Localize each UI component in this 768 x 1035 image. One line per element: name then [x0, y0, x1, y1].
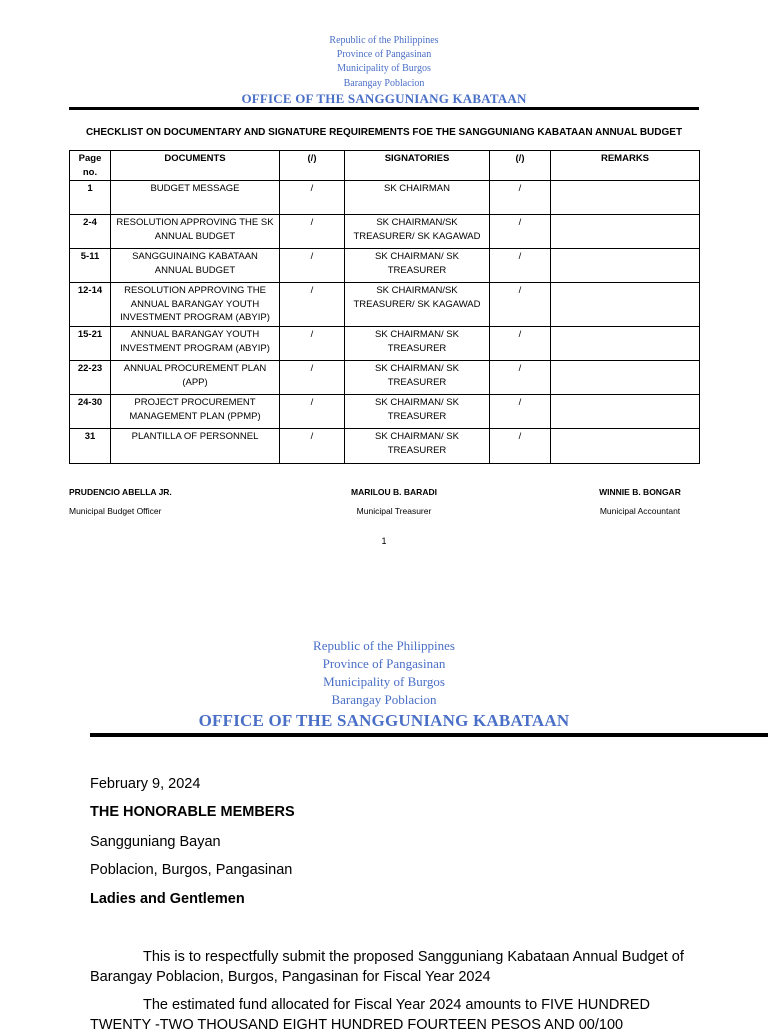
table-row	[70, 327, 700, 361]
cell-check: /	[280, 283, 345, 327]
letter-body-org: Sangguniang Bayan	[90, 834, 221, 850]
header-divider	[90, 733, 768, 737]
cell-check: /	[490, 181, 551, 215]
letter-paragraph-2: The estimated fund allocated for Fiscal Year 2024 amounts to FIVE HUNDRED TWENTY -TWO THOUSAND EIGHT HUNDRED FOURTEEN PESOS AND 00/100	[90, 997, 650, 1033]
cell-check: /	[490, 395, 551, 429]
letterhead-office: OFFICE OF THE SANGGUNIANG KABATAAN	[241, 90, 527, 106]
table-row	[70, 181, 700, 215]
cell-document: PLANTILLA OF PERSONNEL	[111, 429, 280, 464]
signatory-title: Municipal Treasurer	[356, 506, 432, 516]
cell-document: PROJECT PROCUREMENT MANAGEMENT PLAN (PPMP)	[111, 395, 280, 429]
cell-signatories: SK CHAIRMAN/ SK TREASURER	[345, 327, 490, 361]
cell-page: 22-23	[70, 361, 111, 395]
cell-signatories: SK CHAIRMAN/ SK TREASURER	[345, 361, 490, 395]
col-header-page: Page no.	[70, 151, 111, 181]
table-row	[70, 249, 700, 283]
cell-page: 31	[70, 429, 111, 464]
table-row	[70, 395, 700, 429]
letterhead-barangay: Barangay Poblacion	[343, 77, 425, 89]
signatory-accountant	[580, 487, 700, 516]
signatory-budget-officer	[69, 487, 172, 516]
checklist-table	[69, 150, 700, 464]
table-row	[70, 361, 700, 395]
cell-remarks	[551, 215, 700, 249]
signatory-title: Municipal Budget Officer	[69, 506, 162, 516]
signatory-treasurer	[324, 487, 464, 516]
cell-remarks	[551, 283, 700, 327]
page-number: 1	[381, 536, 387, 546]
letterhead-municipality: Municipality of Burgos	[323, 674, 445, 689]
table-row	[70, 283, 700, 327]
letter-addressee: THE HONORABLE MEMBERS	[90, 804, 295, 820]
cell-check: /	[490, 249, 551, 283]
letterhead-barangay: Barangay Poblacion	[331, 692, 437, 707]
cell-signatories: SK CHAIRMAN/ SK TREASURER	[345, 429, 490, 464]
col-header-documents: DOCUMENTS	[111, 151, 280, 181]
cell-page: 2-4	[70, 215, 111, 249]
cell-page: 1	[70, 181, 111, 215]
cell-check: /	[280, 327, 345, 361]
cell-remarks	[551, 429, 700, 464]
letterhead-page-two	[90, 637, 678, 733]
cell-signatories: SK CHAIRMAN/SK TREASURER/ SK KAGAWAD	[345, 215, 490, 249]
col-header-signatories: SIGNATORIES	[345, 151, 490, 181]
letterhead-province: Province of Pangasinan	[336, 49, 432, 61]
letterhead-municipality: Municipality of Burgos	[337, 63, 431, 75]
cell-page: 24-30	[70, 395, 111, 429]
cell-check: /	[490, 283, 551, 327]
cell-document: RESOLUTION APPROVING THE ANNUAL BARANGAY YOUTH INVESTMENT PROGRAM (ABYIP)	[111, 283, 280, 327]
cell-signatories: SK CHAIRMAN/ SK TREASURER	[345, 395, 490, 429]
cell-document: ANNUAL BARANGAY YOUTH INVESTMENT PROGRAM (ABYIP)	[111, 327, 280, 361]
cell-remarks	[551, 395, 700, 429]
col-header-check: (/)	[280, 151, 345, 181]
cell-check: /	[280, 249, 345, 283]
cell-check: /	[280, 395, 345, 429]
col-header-remarks: REMARKS	[551, 151, 700, 181]
cell-document: RESOLUTION APPROVING THE SK ANNUAL BUDGET	[111, 215, 280, 249]
signatory-name: PRUDENCIO ABELLA JR.	[69, 487, 172, 497]
letterhead-province: Province of Pangasinan	[322, 656, 446, 671]
cell-page: 5-11	[70, 249, 111, 283]
cell-remarks	[551, 361, 700, 395]
letterhead-republic: Republic of the Philippines	[329, 35, 439, 46]
signatory-name: MARILOU B. BARADI	[351, 487, 437, 497]
letterhead	[0, 34, 768, 107]
cell-remarks	[551, 181, 700, 215]
cell-check: /	[280, 361, 345, 395]
cell-check: /	[280, 429, 345, 464]
cell-check: /	[280, 181, 345, 215]
header-divider	[69, 107, 699, 110]
cell-page: 12-14	[70, 283, 111, 327]
signatory-name: WINNIE B. BONGAR	[599, 487, 681, 497]
letter-date: February 9, 2024	[90, 776, 201, 792]
cell-check: /	[490, 327, 551, 361]
cell-signatories: SK CHAIRMAN/ SK TREASURER	[345, 249, 490, 283]
letter-location: Poblacion, Burgos, Pangasinan	[90, 862, 293, 878]
letter-paragraph-1: This is to respectfully submit the proposed Sangguniang Kabataan Annual Budget of Barangay Poblacion, Burgos, Pangasinan for Fiscal Year 2024	[90, 949, 684, 985]
checklist-title: CHECKLIST ON DOCUMENTARY AND SIGNATURE REQUIREMENTS FOE THE SANGGUNIANG KABATAAN ANNUAL BUDGET	[85, 127, 683, 138]
letterhead-office: OFFICE OF THE SANGGUNIANG KABATAAN	[198, 711, 570, 730]
signatory-title: Municipal Accountant	[599, 506, 681, 516]
cell-document: ANNUAL PROCUREMENT PLAN (APP)	[111, 361, 280, 395]
cell-page: 15-21	[70, 327, 111, 361]
letter-salutation: Ladies and Gentlemen	[90, 891, 245, 907]
table-header-row	[70, 151, 700, 181]
table-row	[70, 215, 700, 249]
cell-remarks	[551, 327, 700, 361]
cell-remarks	[551, 249, 700, 283]
cell-check: /	[280, 215, 345, 249]
table-row	[70, 429, 700, 464]
cell-document: SANGGUINAING KABATAAN ANNUAL BUDGET	[111, 249, 280, 283]
letterhead-republic: Republic of the Philippines	[313, 638, 455, 653]
col-header-check: (/)	[490, 151, 551, 181]
cell-check: /	[490, 429, 551, 464]
cell-document: BUDGET MESSAGE	[111, 181, 280, 215]
cell-check: /	[490, 215, 551, 249]
cell-signatories: SK CHAIRMAN/SK TREASURER/ SK KAGAWAD	[345, 283, 490, 327]
cell-check: /	[490, 361, 551, 395]
cell-signatories: SK CHAIRMAN	[345, 181, 490, 215]
